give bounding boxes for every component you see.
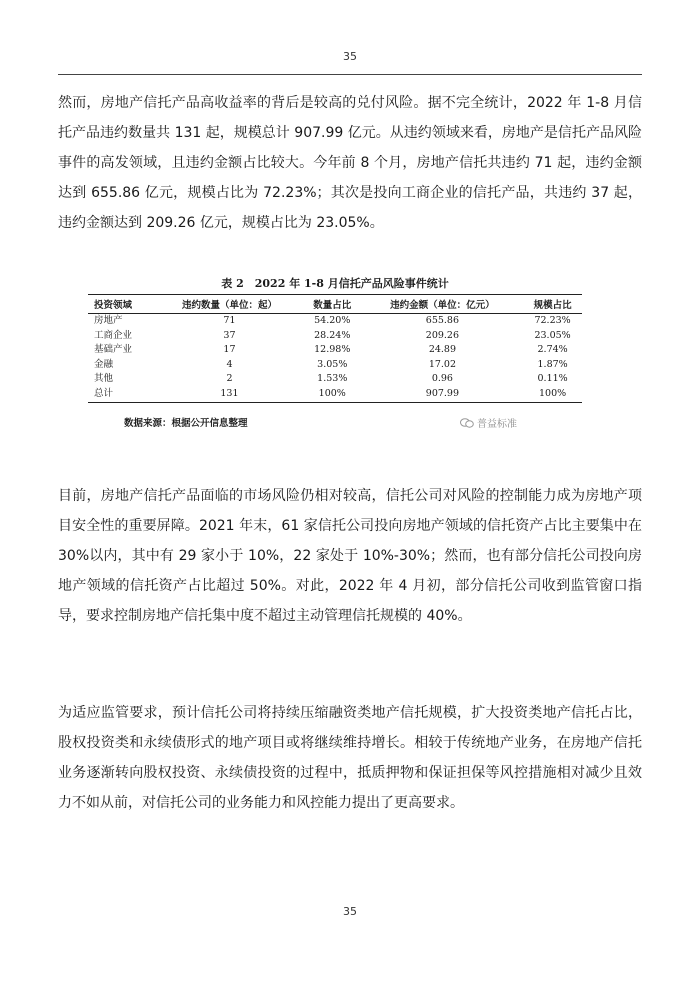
cell-amount: 24.89	[428, 344, 457, 356]
cell-count-share: 12.98%	[314, 344, 351, 356]
page-number-bottom: 35	[343, 905, 357, 918]
cell-count: 37	[223, 329, 236, 341]
cell-amount-share: 72.23%	[534, 315, 571, 326]
cell-amount: 209.26	[425, 329, 460, 341]
cell-sector: 金融	[94, 358, 114, 370]
cell-count-share: 28.24%	[314, 329, 351, 341]
cell-amount: 17.02	[428, 358, 457, 370]
table-row	[88, 372, 582, 387]
watermark-text: 普益标准	[477, 419, 517, 430]
cell-count: 17	[223, 344, 236, 356]
col-header-amount-share: 规模占比	[523, 295, 582, 314]
paragraph-3: 为适应监管要求，预计信托公司将持续压缩融资类地产信托规模，扩大投资类地产信托占比，股权投资类和永续债形式的地产项目或将继续维持增长。相较于传统地产业务，在房地产信托业务逐渐转向股权投资、永续债投资的过程中，抵质押物和保证担保等风控措施相对减少且效力不如从前，对信托公司的业务能力和风控能力提出了更高要求。	[58, 705, 642, 811]
table-source-note: 数据来源：根据公开信息整理	[124, 417, 248, 429]
risk-event-table	[88, 294, 582, 403]
table-row	[88, 343, 582, 358]
table-title: 表 2 2022 年 1-8 月信托产品风险事件统计	[221, 277, 449, 290]
table-header-row	[88, 295, 582, 314]
col-header-default-count: 违约数量（单位：起）	[156, 295, 303, 314]
cell-count: 2	[226, 373, 233, 385]
cell-sector: 工商企业	[94, 329, 133, 341]
cell-amount-share: 23.05%	[534, 329, 571, 341]
cell-amount-share: 100%	[523, 387, 582, 402]
cell-count-share: 54.20%	[314, 315, 351, 326]
cell-amount: 655.86	[425, 315, 460, 326]
paragraph-1: 然而，房地产信托产品高收益率的背后是较高的兑付风险。据不完全统计，2022 年 1-8 月信托产品违约数量共 131 起，规模总计 907.99 亿元。从违约领域来看，房地产是信托产品风险事件的高发领域，且违约金额占比较大。今年前 8 个月，房地产信托共违约 71 起，违约金额达到 655.86 亿元，规模占比为 72.23%；其次是投向工商企业的信托产品，共违约 37 起，违约金额达到 209.26 亿元，规模占比为 23.05%。	[58, 95, 642, 231]
cell-sector: 总计	[88, 387, 156, 402]
page-number-top: 35	[343, 50, 357, 63]
cell-count-share: 100%	[303, 387, 362, 402]
cell-sector: 房地产	[94, 315, 123, 326]
table-row	[88, 358, 582, 373]
cell-sector: 基础产业	[94, 344, 133, 356]
col-header-count-share: 数量占比	[303, 295, 362, 314]
cell-count: 131	[156, 387, 303, 402]
paragraph-2: 目前，房地产信托产品面临的市场风险仍相对较高，信托公司对风险的控制能力成为房地产项目安全性的重要屏障。2021 年末，61 家信托公司投向房地产领域的信托资产占比主要集中在 30%以内，其中有 29 家小于 10%，22 家处于 10%-30%；然而，也有部分信托公司投向房地产领域的信托资产占比超过 50%。对此，2022 年 4 月初，部分信托公司收到监管窗口指导，要求控制房地产信托集中度不超过主动管理信托规模的 40%。	[58, 488, 642, 624]
cell-amount: 907.99	[362, 387, 524, 402]
cell-count-share: 3.05%	[317, 358, 348, 370]
col-header-sector: 投资领域	[88, 295, 156, 314]
cell-sector: 其他	[94, 373, 114, 385]
cell-amount-share: 0.11%	[537, 373, 568, 385]
table-total-row	[88, 387, 582, 402]
cell-amount: 0.96	[431, 373, 453, 385]
wechat-icon	[460, 418, 474, 428]
col-header-default-amount: 违约金额（单位：亿元）	[362, 295, 524, 314]
table-row	[88, 314, 582, 329]
cell-count: 71	[223, 315, 236, 326]
cell-count-share: 1.53%	[317, 373, 348, 385]
header-rule	[58, 74, 642, 75]
cell-amount-share: 1.87%	[537, 358, 568, 370]
watermark	[460, 415, 517, 430]
cell-amount-share: 2.74%	[537, 344, 568, 356]
cell-count: 4	[226, 358, 233, 370]
table-row	[88, 329, 582, 344]
